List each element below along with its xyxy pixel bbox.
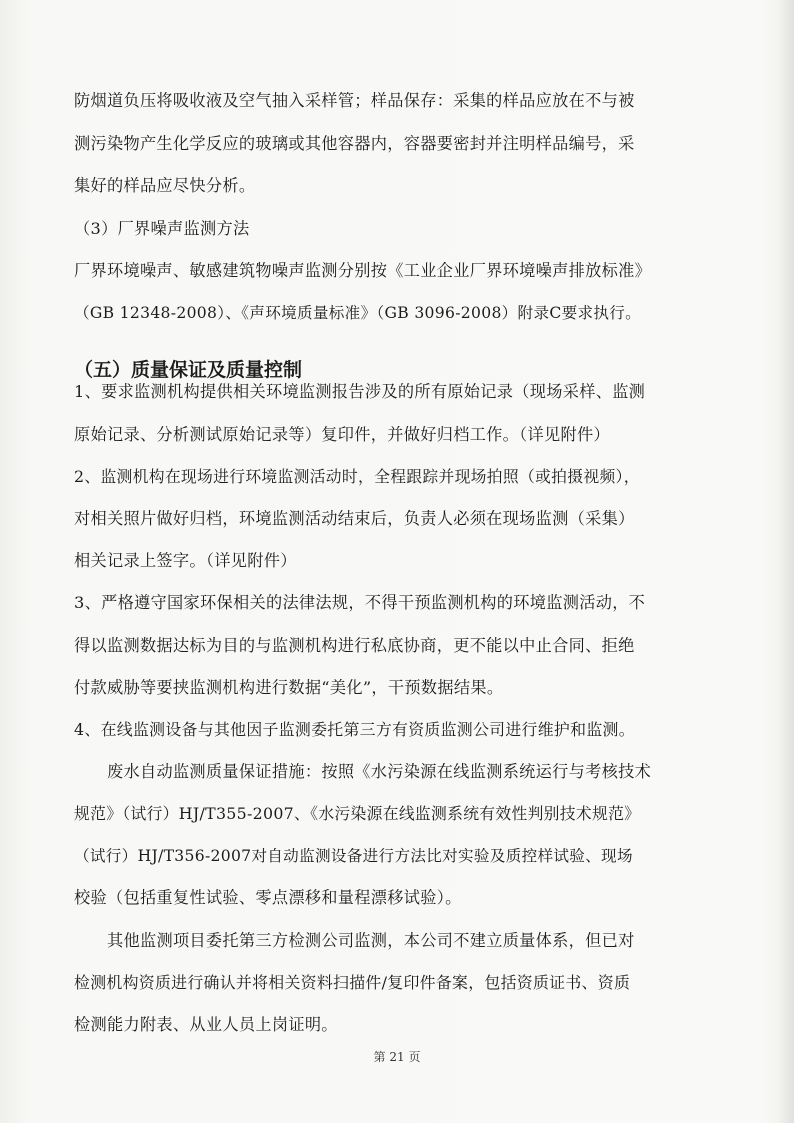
text-line-15: 付款威胁等要挟监测机构进行数据“美化”，干预数据结果。	[74, 678, 504, 697]
text-line-21: 其他监测项目委托第三方检测公司监测，本公司不建立质量体系，但已对	[107, 931, 635, 950]
text-line-6: （GB 12348-2008）、《声环境质量标准》（GB 3096-2008）附录C要求执行。	[74, 304, 642, 322]
text-line-20: 校验（包括重复性试验、零点漂移和量程漂移试验）。	[74, 888, 462, 907]
page-number: 第 21 页	[373, 1050, 421, 1064]
text-line-13: 3、严格遵守国家环保相关的法律法规，不得干预监测机构的环境监测活动，不	[74, 593, 646, 612]
text-line-3: 集好的样品应尽快分析。	[74, 176, 256, 195]
text-line-2: 测污染物产生化学反应的玻璃或其他容器内，容器要密封并注明样品编号，采	[74, 134, 635, 153]
text-line-5: 厂界环境噪声、敏感建筑物噪声监测分别按《工业企业厂界环境噪声排放标准》	[74, 261, 652, 280]
text-line-8: 1、要求监测机构提供相关环境监测报告涉及的所有原始记录（现场采样、监测	[74, 382, 646, 401]
text-line-12: 相关记录上签字。（详见附件）	[74, 551, 297, 570]
scan-edge-shadow	[778, 0, 794, 1123]
text-line-22: 检测机构资质进行确认并将相关资料扫描件/复印件备案，包括资质证书、资质	[74, 973, 631, 992]
text-line-11: 对相关照片做好归档，环境监测活动结束后，负责人必须在现场监测（采集）	[74, 509, 635, 528]
subheading-noise-method: （3）厂界噪声监测方法	[74, 219, 250, 238]
text-line-10: 2、监测机构在现场进行环境监测活动时，全程跟踪并现场拍照（或拍摄视频），	[74, 467, 640, 486]
text-line-1: 防烟道负压将吸收液及空气抽入采样管；样品保存：采集的样品应放在不与被	[74, 91, 635, 110]
text-line-16: 4、在线监测设备与其他因子监测委托第三方有资质监测公司进行维护和监测。	[74, 720, 635, 739]
text-line-23: 检测能力附表、从业人员上岗证明。	[74, 1015, 338, 1034]
text-line-19: （试行）HJ/T356-2007对自动监测设备进行方法比对实验及质控样试验、现场	[74, 847, 633, 865]
section-heading-quality: （五）质量保证及质量控制	[74, 359, 303, 381]
text-line-17: 废水自动监测质量保证措施：按照《水污染源在线监测系统运行与考核技术	[107, 762, 652, 781]
text-line-18: 规范》（试行）HJ/T355-2007、《水污染源在线监测系统有效性判别技术规范》	[74, 804, 641, 823]
text-line-14: 得以监测数据达标为目的与监测机构进行私底协商，更不能以中止合同、拒绝	[74, 636, 635, 655]
text-line-9: 原始记录、分析测试原始记录等）复印件，并做好归档工作。（详见附件）	[74, 425, 610, 444]
